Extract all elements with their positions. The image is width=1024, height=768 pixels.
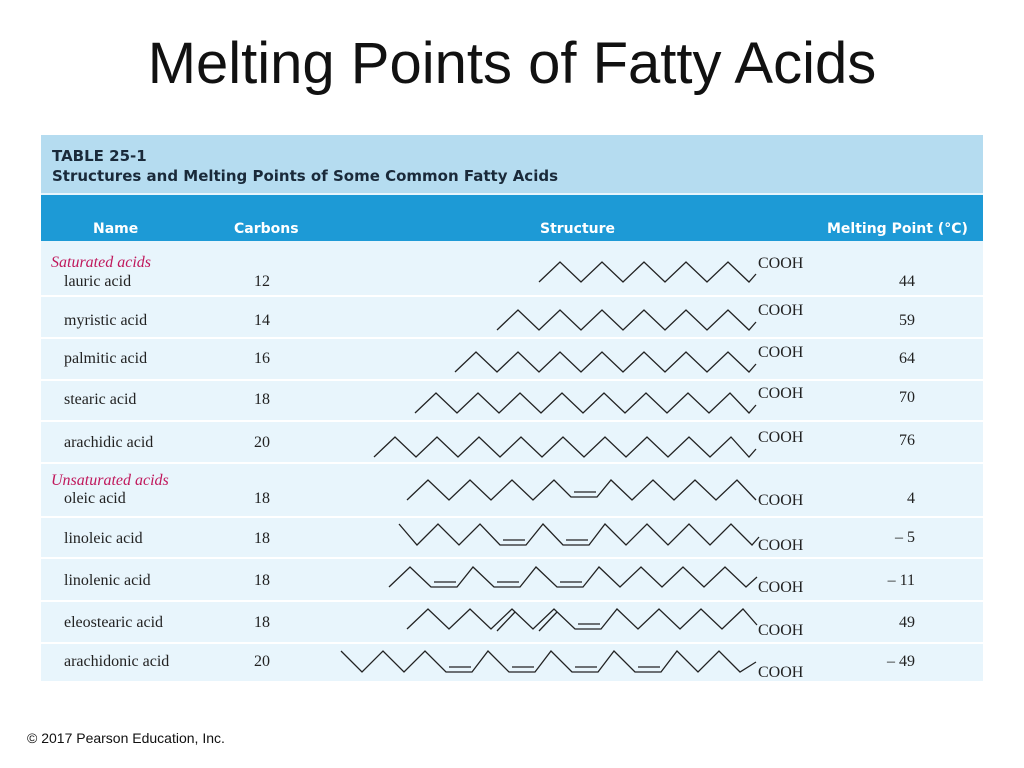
row-name: arachidonic acid (64, 653, 170, 670)
row-melting-point: 59 (899, 312, 915, 329)
row-melting-point: 70 (899, 389, 915, 406)
arachidonic-chain (341, 651, 756, 672)
row-melting-point: 76 (899, 432, 915, 449)
lauric-chain (539, 262, 756, 282)
row-name: linolenic acid (64, 572, 151, 589)
row-melting-point: 64 (899, 350, 915, 367)
eleostearic-chain (407, 609, 757, 629)
cooh-label: COOH (758, 255, 804, 272)
row-carbons: 14 (254, 312, 270, 329)
row-melting-point: 49 (899, 614, 915, 631)
oleic-chain (407, 480, 756, 500)
header-structure: Structure (540, 221, 616, 237)
cooh-label: COOH (758, 344, 804, 361)
group-label-saturated: Saturated acids (51, 254, 151, 271)
row-carbons: 18 (254, 530, 270, 547)
header-melting-point: Melting Point (°C) (827, 221, 968, 237)
myristic-chain (497, 310, 756, 330)
row-carbons: 18 (254, 614, 270, 631)
cooh-label: COOH (758, 622, 804, 639)
row-name: lauric acid (64, 273, 132, 290)
row-name: eleostearic acid (64, 614, 164, 631)
row-melting-point: 44 (899, 273, 915, 290)
row-name: stearic acid (64, 391, 137, 408)
group-label-unsaturated: Unsaturated acids (51, 472, 169, 489)
row-carbons: 18 (254, 391, 270, 408)
row-carbons: 12 (254, 273, 270, 290)
row-carbons: 20 (254, 434, 270, 451)
header-name: Name (93, 221, 139, 237)
table-label: TABLE 25-1 (52, 147, 147, 165)
cooh-label: COOH (758, 537, 804, 554)
row-name: oleic acid (64, 490, 126, 507)
row-melting-point: 4 (907, 490, 915, 507)
cooh-label: COOH (758, 579, 804, 596)
linolenic-chain (389, 567, 757, 587)
slide-title: Melting Points of Fatty Acids (147, 31, 877, 96)
row-name: linoleic acid (64, 530, 143, 547)
row-carbons: 18 (254, 572, 270, 589)
row-carbons: 20 (254, 653, 270, 670)
arachidic-chain (374, 437, 756, 457)
linoleic-chain (399, 524, 759, 545)
structure-drawings (41, 135, 983, 681)
row-name: palmitic acid (64, 350, 148, 367)
stearic-chain (415, 393, 756, 413)
row-name: arachidic acid (64, 434, 154, 451)
row-carbons: 16 (254, 350, 270, 367)
cooh-label: COOH (758, 664, 804, 681)
copyright-notice: © 2017 Pearson Education, Inc. (27, 730, 225, 746)
cooh-label: COOH (758, 429, 804, 446)
row-melting-point: – 5 (895, 529, 915, 546)
row-carbons: 18 (254, 490, 270, 507)
cooh-label: COOH (758, 302, 804, 319)
fatty-acid-table (41, 135, 983, 681)
palmitic-chain (455, 352, 756, 372)
cooh-label: COOH (758, 492, 804, 509)
row-melting-point: – 11 (887, 572, 915, 589)
row-melting-point: – 49 (887, 653, 915, 670)
row-name: myristic acid (64, 312, 148, 329)
header-carbons: Carbons (234, 221, 299, 237)
table-caption-text: Structures and Melting Points of Some Common Fatty Acids (52, 167, 559, 185)
cooh-label: COOH (758, 385, 804, 402)
